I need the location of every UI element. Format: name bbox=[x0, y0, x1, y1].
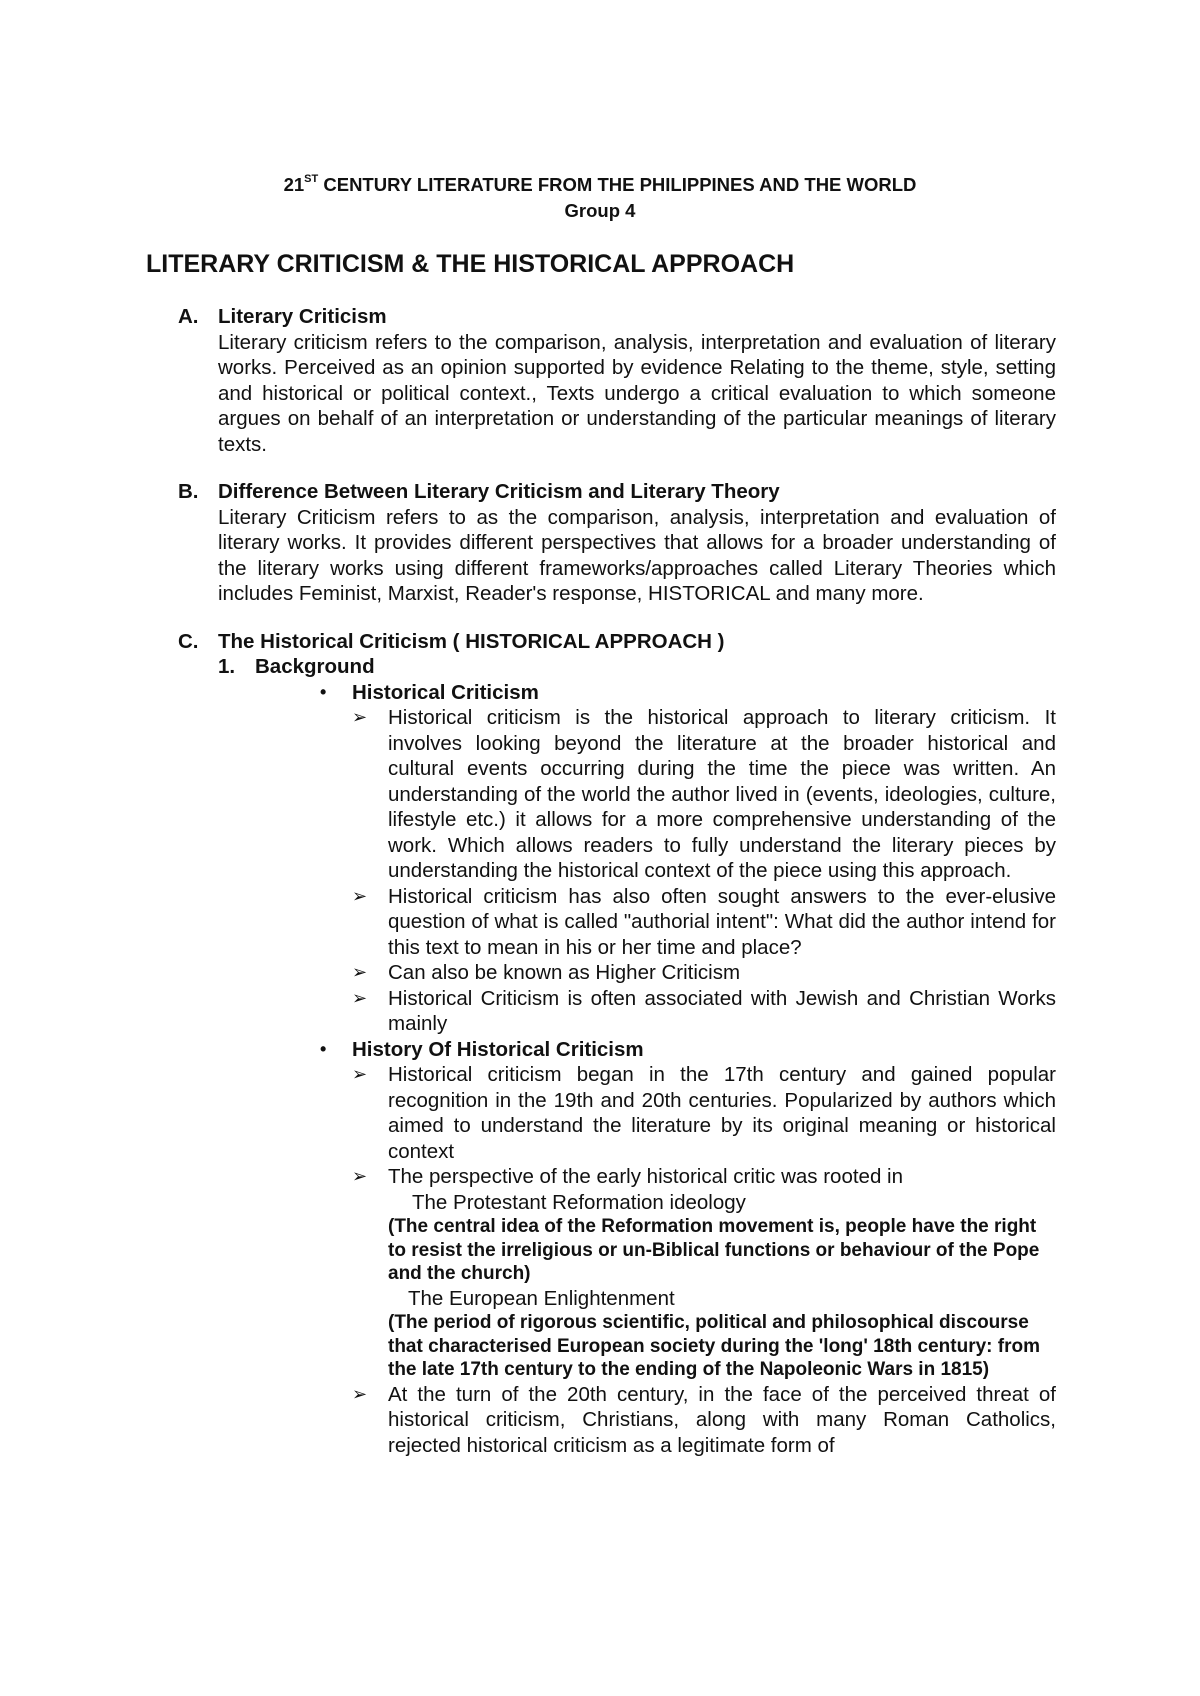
section-c bbox=[178, 629, 1056, 1459]
list-item: ➢ At the turn of the 20th century, in the face of the perceived threat of historical criticism, Christians, along with many Roman Catholics, rejected historical criticism as a legitimate form of bbox=[352, 1382, 1056, 1457]
arrow-icon: ➢ bbox=[352, 1064, 368, 1084]
section-letter: C. bbox=[178, 629, 199, 653]
superscript-st: ST bbox=[304, 172, 319, 185]
list-item: ➢ Historical Criticism is often associated with Jewish and Christian Works mainly bbox=[352, 986, 1056, 1035]
arrow-list bbox=[352, 705, 1056, 1037]
bullet-icon: • bbox=[320, 1038, 327, 1059]
bullet-title: Historical Criticism bbox=[352, 680, 539, 704]
subsection-title: Background bbox=[255, 655, 375, 678]
list-item: ➢ Historical criticism is the historical approach to literary criticism. It involves looking beyond the literature at the broader historical and cultural events occurring during the time the piece was written. An understanding of the world the author lived in (events, ideologies, culture, lifestyle etc.) it allows for a more comprehensive understanding of the work. Which allows readers to fully understand the literary pieces by understanding the historical context of the piece using this approach. bbox=[352, 706, 1056, 882]
section-c-heading bbox=[178, 629, 1056, 655]
document-header bbox=[0, 172, 1200, 224]
arrow-list bbox=[352, 1062, 1056, 1458]
list-item: ➢ Can also be known as Higher Criticism bbox=[352, 961, 741, 984]
arrow-icon: ➢ bbox=[352, 962, 368, 982]
list-item: ➢ Historical criticism began in the 17th century and gained popular recognition in the 19th and 20th centuries. Popularized by authors which aimed to understand the literature by its original meaning or historical context bbox=[352, 1063, 1056, 1163]
section-a bbox=[178, 304, 1056, 457]
document-content bbox=[178, 304, 1056, 1480]
section-letter: B. bbox=[178, 480, 199, 503]
course-title: 21ST CENTURY LITERATURE FROM THE PHILIPPINES AND THE WORLD bbox=[283, 172, 917, 195]
list-item: ➢ Historical criticism has also often sought answers to the ever-elusive question of what is called "authorial intent": What did the author intend for this text to mean in his or her time and place? bbox=[352, 884, 1056, 959]
section-b-body: Literary Criticism refers to as the comparison, analysis, interpretation and evaluation of literary works. It provides different perspectives that allows for a broader understanding of the literary works using different frameworks/approaches called Literary Theories which includes Feminist, Marxist, Reader's response, HISTORICAL and many more. bbox=[218, 505, 1056, 605]
arrow-icon: ➢ bbox=[352, 987, 368, 1008]
section-a-heading bbox=[178, 304, 1056, 330]
bullet-history-of-historical-criticism bbox=[320, 1037, 1056, 1459]
section-letter: A. bbox=[178, 305, 199, 328]
arrow-icon: ➢ bbox=[352, 1166, 368, 1186]
section-title: The Historical Criticism ( HISTORICAL APPROACH ) bbox=[218, 629, 725, 653]
section-b-heading bbox=[178, 479, 1056, 505]
list-item: ➢ The perspective of the early historical critic was rooted in The Protestant Reformation ideology (The central idea of the Reformation movement is, people have the right to resist the irreligious or un-Biblical functions or behaviour of the Pope and the church) The European Enlightenment (The period of rigorous scientific, political and philosophical discourse that characterised European society during the 'long' 18th century: from the late 17th century to the ending of the Napoleonic Wars in 1815) bbox=[352, 1164, 1056, 1382]
arrow-icon: ➢ bbox=[352, 885, 368, 906]
enlightenment-note: (The period of rigorous scientific, political and philosophical discourse that characterised European society during the 'long' 18th century: from the late 17th century to the ending of the Napoleonic Wars in 1815) bbox=[388, 1312, 1040, 1380]
section-title: Literary Criticism bbox=[218, 305, 387, 328]
enlightenment-title: The European Enlightenment bbox=[408, 1286, 675, 1310]
arrow-icon: ➢ bbox=[352, 707, 368, 727]
subsection-background-heading bbox=[218, 654, 1056, 680]
group-label: Group 4 bbox=[564, 200, 636, 221]
section-title: Difference Between Literary Criticism and Literary Theory bbox=[218, 480, 780, 503]
reformation-title: The Protestant Reformation ideology bbox=[412, 1190, 746, 1214]
subsection-number: 1. bbox=[218, 655, 236, 678]
bullet-icon: • bbox=[320, 681, 327, 702]
main-title: LITERARY CRITICISM & THE HISTORICAL APPROACH bbox=[146, 250, 795, 278]
bullet-historical-criticism bbox=[320, 680, 1056, 1037]
reformation-note: (The central idea of the Reformation movement is, people have the right to resist the irreligious or un-Biblical functions or behaviour of the Pope and the church) bbox=[388, 1216, 1040, 1284]
section-b bbox=[178, 479, 1056, 607]
section-a-body: Literary criticism refers to the comparison, analysis, interpretation and evaluation of literary works. Perceived as an opinion supported by evidence Relating to the theme, style, setting and historical or political context., Texts undergo a critical evaluation to which someone argues on behalf of an interpretation or understanding of the particular meanings of literary texts. bbox=[218, 330, 1056, 456]
bullet-title: History Of Historical Criticism bbox=[352, 1037, 644, 1061]
arrow-icon: ➢ bbox=[352, 1383, 368, 1404]
